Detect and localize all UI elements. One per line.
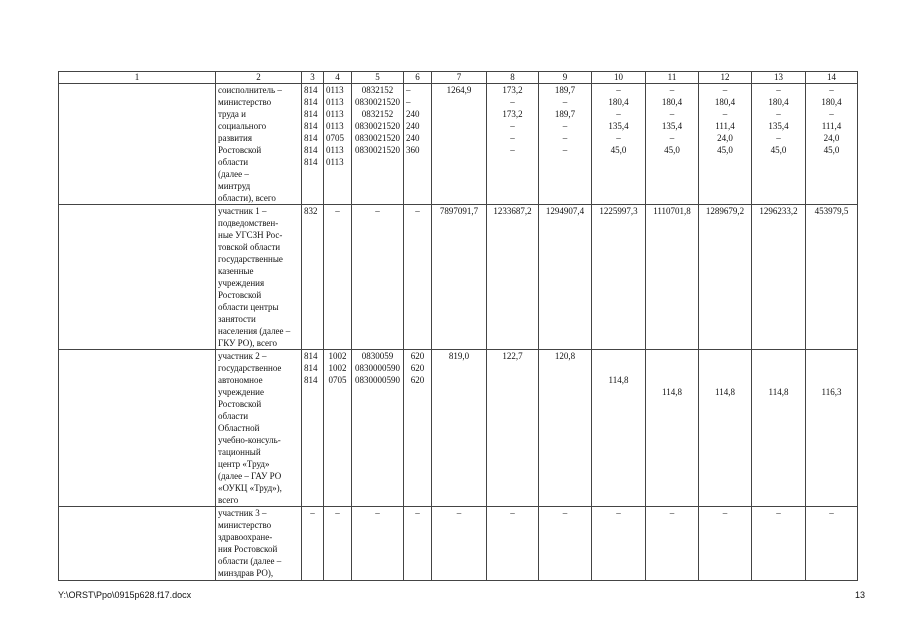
table-cell: 620 620 620 bbox=[404, 350, 432, 507]
header-cell: 13 bbox=[752, 72, 806, 84]
table-cell: 814 814 814 814 814 814 814 bbox=[302, 84, 324, 205]
table-cell: 1294907,4 bbox=[539, 205, 592, 350]
empty-cell bbox=[59, 350, 216, 507]
table-cell: – bbox=[699, 507, 752, 581]
header-cell: 10 bbox=[592, 72, 646, 84]
table-row bbox=[59, 507, 858, 581]
table-cell: – 180,4 – 135,4 – 45,0 bbox=[752, 84, 806, 205]
table-cell: 7897091,7 bbox=[432, 205, 487, 350]
table-cell: 1225997,3 bbox=[592, 205, 646, 350]
table-cell: – bbox=[432, 507, 487, 581]
table-cell: – bbox=[592, 507, 646, 581]
table-cell: 114,8 bbox=[646, 350, 699, 507]
header-cell: 6 bbox=[404, 72, 432, 84]
table-cell: 114,8 bbox=[752, 350, 806, 507]
table-cell: 1264,9 bbox=[432, 84, 487, 205]
empty-cell bbox=[59, 205, 216, 350]
table-row bbox=[59, 84, 858, 205]
table-cell: 0113 0113 0113 0113 0705 0113 0113 bbox=[324, 84, 352, 205]
table-cell: 0832152 0830021520 0832152 0830021520 0830021520 0830021520 bbox=[352, 84, 404, 205]
table-row bbox=[59, 205, 858, 350]
table-cell: – 180,4 – 135,4 – 45,0 bbox=[646, 84, 699, 205]
table-cell: – bbox=[646, 507, 699, 581]
participant-name-cell: участник 2 – государственное автономное учреждение Ростовской области Областной учебно-консуль- тационный центр «Труд» (далее – ГАУ РО «ОУКЦ «Труд»), всего bbox=[216, 350, 302, 507]
table-cell: – bbox=[404, 205, 432, 350]
table-cell: 114,8 bbox=[699, 350, 752, 507]
table-cell: – bbox=[404, 507, 432, 581]
table-cell: 122,7 bbox=[487, 350, 539, 507]
table-cell: 1289679,2 bbox=[699, 205, 752, 350]
table-cell: 814 814 814 bbox=[302, 350, 324, 507]
table-cell: – bbox=[324, 205, 352, 350]
empty-cell bbox=[59, 84, 216, 205]
table-cell: 1002 1002 0705 bbox=[324, 350, 352, 507]
header-cell: 2 bbox=[216, 72, 302, 84]
header-cell: 7 bbox=[432, 72, 487, 84]
table-cell: 819,0 bbox=[432, 350, 487, 507]
table-cell: – bbox=[539, 507, 592, 581]
header-cell: 8 bbox=[487, 72, 539, 84]
header-cell: 12 bbox=[699, 72, 752, 84]
header-cell: 3 bbox=[302, 72, 324, 84]
table-cell: – bbox=[806, 507, 858, 581]
header-cell: 11 bbox=[646, 72, 699, 84]
table-cell: – bbox=[352, 507, 404, 581]
header-cell: 1 bbox=[59, 72, 216, 84]
table-cell: 0830059 0830000590 0830000590 bbox=[352, 350, 404, 507]
header-cell: 4 bbox=[324, 72, 352, 84]
header-cell: 5 bbox=[352, 72, 404, 84]
header-row bbox=[59, 72, 858, 84]
table-cell: – bbox=[487, 507, 539, 581]
participant-name-cell: участник 1 – подведомствен- ные УГСЗН Рос- товской области государственные казенные учреждения Ростовской области центры занятости населения (далее – ГКУ РО), всего bbox=[216, 205, 302, 350]
table-cell: 1110701,8 bbox=[646, 205, 699, 350]
participant-name-cell: соисполнитель – министерство труда и социального развития Ростовской области (далее – минтруд области), всего bbox=[216, 84, 302, 205]
empty-cell bbox=[59, 507, 216, 581]
table-cell: – bbox=[302, 507, 324, 581]
footer-file-path: Y:\ORST\Ppo\0915p628.f17.docx bbox=[58, 590, 192, 600]
table-cell: – 180,4 – 135,4 – 45,0 bbox=[592, 84, 646, 205]
table-cell: – 180,4 – 111,4 24,0 45,0 bbox=[699, 84, 752, 205]
table-cell: 173,2 – 173,2 – – – bbox=[487, 84, 539, 205]
table-cell: 120,8 bbox=[539, 350, 592, 507]
table-cell: 189,7 – 189,7 – – – bbox=[539, 84, 592, 205]
header-cell: 14 bbox=[806, 72, 858, 84]
table-cell: 116,3 bbox=[806, 350, 858, 507]
table-cell: – bbox=[752, 507, 806, 581]
table-cell: – 180,4 – 111,4 24,0 45,0 bbox=[806, 84, 858, 205]
table-cell: 1296233,2 bbox=[752, 205, 806, 350]
table-cell: – bbox=[324, 507, 352, 581]
table-row bbox=[59, 350, 858, 507]
table-cell: 114,8 bbox=[592, 350, 646, 507]
table-cell: 1233687,2 bbox=[487, 205, 539, 350]
table-cell: 453979,5 bbox=[806, 205, 858, 350]
header-cell: 9 bbox=[539, 72, 592, 84]
table-cell: – – 240 240 240 360 bbox=[404, 84, 432, 205]
table-cell: – bbox=[352, 205, 404, 350]
participant-name-cell: участник 3 – министерство здравоохране- ния Ростовской области (далее – минздрав РО), bbox=[216, 507, 302, 581]
table-cell: 832 bbox=[302, 205, 324, 350]
budget-table bbox=[58, 71, 858, 581]
page-number: 13 bbox=[855, 590, 866, 600]
